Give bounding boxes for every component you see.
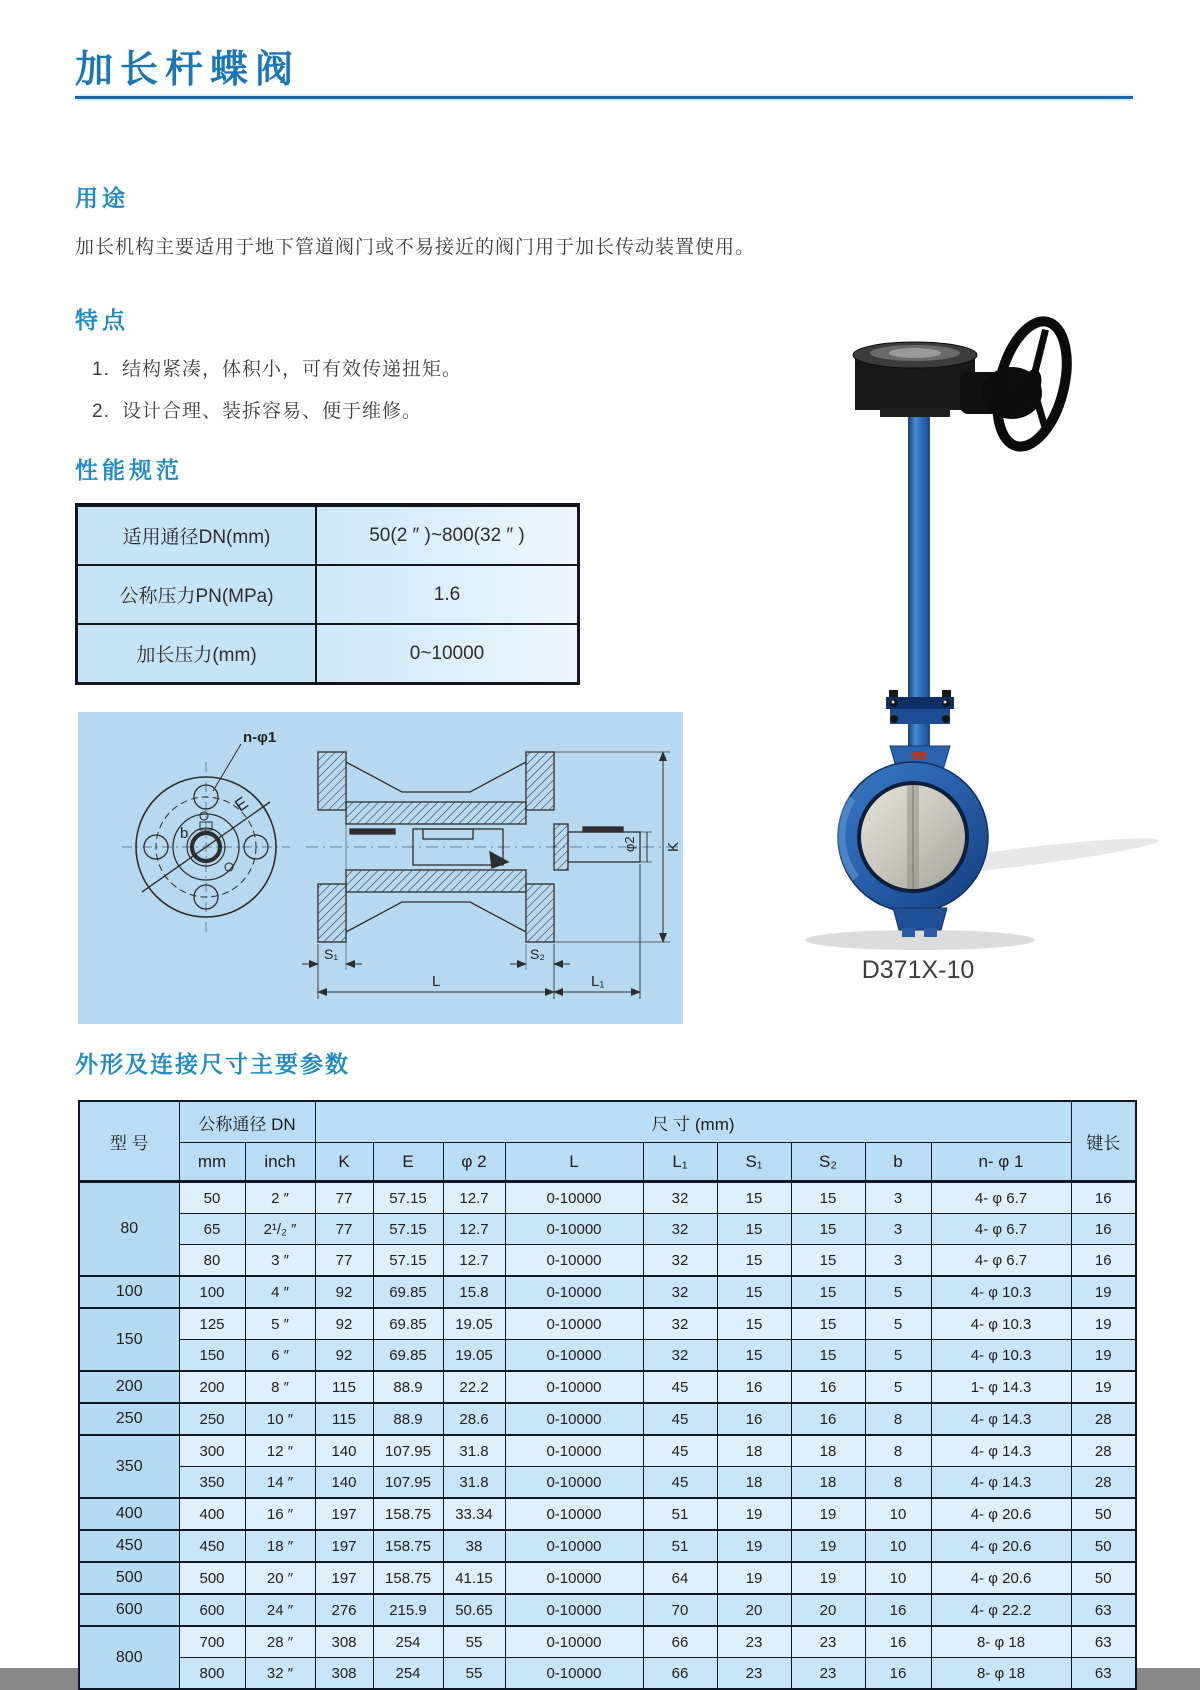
dim-cell: 64 — [643, 1562, 717, 1594]
dim-cell: 15 — [791, 1276, 865, 1308]
dim-cell: 69.85 — [373, 1340, 443, 1372]
dim-cell: 254 — [373, 1626, 443, 1658]
dim-cell: 31.8 — [443, 1467, 505, 1499]
feature-item — [92, 354, 462, 381]
page-title: 加长杆蝶阀 — [75, 49, 301, 91]
col-header-mm: mm — [179, 1143, 245, 1182]
table-row — [79, 1594, 1136, 1626]
section-heading-features: 特点 — [75, 307, 129, 333]
table-row — [79, 1435, 1136, 1467]
dim-cell: 197 — [315, 1562, 373, 1594]
dim-cell: 0-10000 — [505, 1182, 643, 1214]
dim-cell: 16 — [717, 1371, 791, 1403]
technical-drawing-svg — [78, 712, 683, 1024]
dim-cell: 158.75 — [373, 1498, 443, 1530]
model-cell: 400 — [79, 1498, 179, 1530]
dim-cell: 19.05 — [443, 1308, 505, 1340]
dim-cell: 23 — [791, 1658, 865, 1690]
drawing-label-e: E — [231, 793, 252, 816]
dimensions-table — [78, 1100, 1137, 1690]
feature-number: 2. — [92, 401, 110, 422]
model-cell: 100 — [79, 1276, 179, 1308]
dim-cell: 4- φ 6.7 — [931, 1214, 1071, 1245]
dim-cell: 19.05 — [443, 1340, 505, 1372]
dim-cell: 19 — [1071, 1371, 1136, 1403]
dim-cell: 140 — [315, 1467, 373, 1499]
dim-cell: 45 — [643, 1467, 717, 1499]
table-row — [79, 1276, 1136, 1308]
dim-cell: 8- φ 18 — [931, 1658, 1071, 1690]
dim-cell: 0-10000 — [505, 1308, 643, 1340]
product-model-label: D371X-10 — [861, 956, 975, 984]
model-cell: 200 — [79, 1371, 179, 1403]
table-row — [79, 1340, 1136, 1372]
section-heading-specs: 性能规范 — [75, 457, 183, 483]
col-header-b: b — [865, 1143, 931, 1182]
dim-cell: 16 — [865, 1594, 931, 1626]
dim-cell: 70 — [643, 1594, 717, 1626]
dim-cell: 115 — [315, 1371, 373, 1403]
dim-cell: 16 — [1071, 1214, 1136, 1245]
dim-cell: 5 — [865, 1308, 931, 1340]
dim-cell: 1- φ 14.3 — [931, 1371, 1071, 1403]
dim-cell: 15 — [791, 1308, 865, 1340]
dim-cell: 308 — [315, 1658, 373, 1690]
dim-cell: 18 — [717, 1467, 791, 1499]
col-header-s1: S₁ — [717, 1143, 791, 1182]
dim-cell: 3 — [865, 1182, 931, 1214]
dim-cell: 4- φ 10.3 — [931, 1340, 1071, 1372]
dim-cell: 10 — [865, 1562, 931, 1594]
dim-cell: 15 — [717, 1340, 791, 1372]
table-row — [79, 1403, 1136, 1435]
dim-cell: 55 — [443, 1658, 505, 1690]
dim-cell: 32 — [643, 1214, 717, 1245]
table-row — [77, 565, 579, 624]
dim-cell: 19 — [1071, 1308, 1136, 1340]
dim-cell: 5 ″ — [245, 1308, 315, 1340]
dim-cell: 57.15 — [373, 1182, 443, 1214]
col-header-dn: 公称通径 DN — [179, 1101, 315, 1143]
table-header-row — [79, 1143, 1136, 1182]
dim-cell: 5 — [865, 1276, 931, 1308]
dim-cell: 500 — [179, 1562, 245, 1594]
dim-cell: 28 — [1071, 1467, 1136, 1499]
dim-cell: 4- φ 20.6 — [931, 1530, 1071, 1562]
dim-cell: 300 — [179, 1435, 245, 1467]
title-rule — [75, 94, 1133, 101]
drawing-label-l1: L₁ — [591, 973, 605, 990]
dim-cell: 15 — [717, 1308, 791, 1340]
technical-drawing — [78, 712, 683, 1024]
dim-cell: 20 — [717, 1594, 791, 1626]
dim-cell: 0-10000 — [505, 1562, 643, 1594]
dim-cell: 92 — [315, 1308, 373, 1340]
dim-cell: 32 — [643, 1276, 717, 1308]
dim-cell: 45 — [643, 1403, 717, 1435]
dim-cell: 51 — [643, 1498, 717, 1530]
section-heading-purpose: 用途 — [75, 185, 129, 211]
dim-cell: 800 — [179, 1658, 245, 1690]
col-header-keylen: 键长 — [1071, 1101, 1136, 1182]
dim-cell: 0-10000 — [505, 1276, 643, 1308]
dim-cell: 51 — [643, 1530, 717, 1562]
feature-text: 设计合理、装拆容易、便于维修。 — [122, 401, 423, 422]
spec-label: 适用通径DN(mm) — [77, 505, 317, 565]
dim-cell: 23 — [791, 1626, 865, 1658]
dim-cell: 15 — [791, 1214, 865, 1245]
dim-cell: 3 ″ — [245, 1245, 315, 1277]
spec-value: 50(2 ″ )~800(32 ″ ) — [316, 505, 579, 565]
dim-cell: 158.75 — [373, 1562, 443, 1594]
dim-cell: 8 — [865, 1403, 931, 1435]
table-row — [79, 1498, 1136, 1530]
feature-number: 1. — [92, 359, 110, 380]
col-header-l: L — [505, 1143, 643, 1182]
table-row — [79, 1214, 1136, 1245]
handwheel — [985, 314, 1078, 454]
dim-cell: 57.15 — [373, 1214, 443, 1245]
dim-cell: 32 — [643, 1245, 717, 1277]
dim-cell: 50 — [1071, 1498, 1136, 1530]
dim-cell: 38 — [443, 1530, 505, 1562]
dim-cell: 19 — [791, 1498, 865, 1530]
feature-item — [92, 396, 422, 423]
dim-cell: 0-10000 — [505, 1530, 643, 1562]
dim-cell: 41.15 — [443, 1562, 505, 1594]
dim-cell: 19 — [1071, 1340, 1136, 1372]
dim-cell: 18 — [791, 1467, 865, 1499]
dim-cell: 115 — [315, 1403, 373, 1435]
dim-cell: 16 — [791, 1403, 865, 1435]
col-header-l1: L₁ — [643, 1143, 717, 1182]
dim-cell: 19 — [1071, 1276, 1136, 1308]
dim-cell: 15 — [717, 1276, 791, 1308]
dim-cell: 308 — [315, 1626, 373, 1658]
dim-cell: 88.9 — [373, 1371, 443, 1403]
dim-cell: 63 — [1071, 1658, 1136, 1690]
dim-cell: 32 ″ — [245, 1658, 315, 1690]
dim-cell: 0-10000 — [505, 1594, 643, 1626]
dim-cell: 16 — [865, 1658, 931, 1690]
dim-cell: 276 — [315, 1594, 373, 1626]
dim-cell: 19 — [717, 1562, 791, 1594]
dim-cell: 28 — [1071, 1403, 1136, 1435]
dim-cell: 140 — [315, 1435, 373, 1467]
col-header-phi2: φ 2 — [443, 1143, 505, 1182]
dim-cell: 0-10000 — [505, 1371, 643, 1403]
col-header-k: K — [315, 1143, 373, 1182]
dim-cell: 215.9 — [373, 1594, 443, 1626]
dim-cell: 19 — [717, 1498, 791, 1530]
dim-cell: 400 — [179, 1498, 245, 1530]
dim-cell: 4- φ 22.2 — [931, 1594, 1071, 1626]
dim-cell: 45 — [643, 1371, 717, 1403]
dim-cell: 15 — [717, 1182, 791, 1214]
dim-cell: 16 ″ — [245, 1498, 315, 1530]
spec-label: 加长压力(mm) — [77, 624, 317, 684]
dim-cell: 23 — [717, 1626, 791, 1658]
dim-cell: 4 ″ — [245, 1276, 315, 1308]
model-cell: 80 — [79, 1182, 179, 1277]
dim-cell: 158.75 — [373, 1530, 443, 1562]
dim-cell: 700 — [179, 1626, 245, 1658]
model-cell: 150 — [79, 1308, 179, 1371]
model-cell: 350 — [79, 1435, 179, 1498]
col-header-size: 尺 寸 (mm) — [315, 1101, 1071, 1143]
model-cell: 500 — [79, 1562, 179, 1594]
dim-cell: 254 — [373, 1658, 443, 1690]
dim-cell: 18 ″ — [245, 1530, 315, 1562]
feature-text: 结构紧凑，体积小，可有效传递扭矩。 — [122, 359, 463, 380]
dim-cell: 2 ″ — [245, 1182, 315, 1214]
dim-cell: 77 — [315, 1245, 373, 1277]
dim-cell: 33.34 — [443, 1498, 505, 1530]
dim-cell: 15 — [717, 1245, 791, 1277]
table-row — [79, 1467, 1136, 1499]
dim-cell: 4- φ 20.6 — [931, 1498, 1071, 1530]
dim-cell: 50 — [1071, 1562, 1136, 1594]
drawing-label-k: K — [665, 841, 682, 852]
col-header-model: 型 号 — [79, 1101, 179, 1182]
dim-cell: 32 — [643, 1308, 717, 1340]
dim-cell: 16 — [1071, 1245, 1136, 1277]
dim-cell: 65 — [179, 1214, 245, 1245]
dim-cell: 107.95 — [373, 1435, 443, 1467]
dim-cell: 77 — [315, 1214, 373, 1245]
dim-cell: 92 — [315, 1340, 373, 1372]
spec-label: 公称压力PN(MPa) — [77, 565, 317, 624]
dim-cell: 8 — [865, 1435, 931, 1467]
dim-cell: 6 ″ — [245, 1340, 315, 1372]
drawing-label-l: L — [432, 973, 441, 990]
dim-cell: 20 ″ — [245, 1562, 315, 1594]
dim-cell: 4- φ 14.3 — [931, 1435, 1071, 1467]
ground-shadow — [805, 930, 1035, 950]
dim-cell: 24 ″ — [245, 1594, 315, 1626]
dim-cell: 57.15 — [373, 1245, 443, 1277]
dim-cell: 3 — [865, 1214, 931, 1245]
dim-cell: 16 — [791, 1371, 865, 1403]
dim-cell: 19 — [791, 1562, 865, 1594]
dim-cell: 3 — [865, 1245, 931, 1277]
col-header-nphi1: n- φ 1 — [931, 1143, 1071, 1182]
spec-value: 0~10000 — [316, 624, 579, 684]
dim-cell: 8- φ 18 — [931, 1626, 1071, 1658]
dim-cell: 0-10000 — [505, 1435, 643, 1467]
dim-cell: 0-10000 — [505, 1245, 643, 1277]
drawing-label-n-phi1: n-φ1 — [243, 729, 277, 746]
dim-cell: 15 — [717, 1214, 791, 1245]
table-row — [79, 1626, 1136, 1658]
section-heading-dimensions: 外形及连接尺寸主要参数 — [75, 1051, 350, 1077]
model-cell: 600 — [79, 1594, 179, 1626]
col-header-inch: inch — [245, 1143, 315, 1182]
table-row — [79, 1245, 1136, 1277]
dim-cell: 8 — [865, 1467, 931, 1499]
dim-cell: 350 — [179, 1467, 245, 1499]
dim-cell: 31.8 — [443, 1435, 505, 1467]
model-cell: 800 — [79, 1626, 179, 1689]
dim-cell: 150 — [179, 1340, 245, 1372]
dim-cell: 63 — [1071, 1626, 1136, 1658]
table-row — [79, 1530, 1136, 1562]
nameplate — [912, 752, 926, 759]
dim-cell: 0-10000 — [505, 1467, 643, 1499]
dim-cell: 4- φ 10.3 — [931, 1276, 1071, 1308]
dim-cell: 12 ″ — [245, 1435, 315, 1467]
dim-cell: 16 — [717, 1403, 791, 1435]
dim-cell: 600 — [179, 1594, 245, 1626]
dim-cell: 4- φ 10.3 — [931, 1308, 1071, 1340]
drawing-label-b: b — [180, 825, 189, 842]
product-photo — [760, 300, 1140, 990]
model-cell: 450 — [79, 1530, 179, 1562]
dim-cell: 4- φ 14.3 — [931, 1467, 1071, 1499]
dim-cell: 100 — [179, 1276, 245, 1308]
col-header-e: E — [373, 1143, 443, 1182]
dim-cell: 0-10000 — [505, 1403, 643, 1435]
spec-table — [75, 503, 580, 685]
dim-cell: 250 — [179, 1403, 245, 1435]
table-row — [77, 505, 579, 565]
dim-cell: 5 — [865, 1340, 931, 1372]
dim-cell: 69.85 — [373, 1308, 443, 1340]
drawing-label-s2: S₂ — [530, 946, 545, 962]
model-cell: 250 — [79, 1403, 179, 1435]
table-row — [79, 1308, 1136, 1340]
stem-lower — [908, 724, 930, 748]
dim-cell: 50 — [179, 1182, 245, 1214]
col-header-s2: S₂ — [791, 1143, 865, 1182]
dim-cell: 4- φ 14.3 — [931, 1403, 1071, 1435]
dim-cell: 55 — [443, 1626, 505, 1658]
dim-cell: 18 — [791, 1435, 865, 1467]
dim-cell: 4- φ 6.7 — [931, 1245, 1071, 1277]
dim-cell: 0-10000 — [505, 1340, 643, 1372]
dim-cell: 22.2 — [443, 1371, 505, 1403]
product-photo-svg — [760, 300, 1140, 990]
dim-cell: 200 — [179, 1371, 245, 1403]
dim-cell: 5 — [865, 1371, 931, 1403]
dim-cell: 19 — [791, 1530, 865, 1562]
dim-cell: 4- φ 20.6 — [931, 1562, 1071, 1594]
dim-cell: 12.7 — [443, 1182, 505, 1214]
dim-cell: 28 ″ — [245, 1626, 315, 1658]
table-row — [79, 1371, 1136, 1403]
table-row — [79, 1658, 1136, 1690]
purpose-text: 加长机构主要适用于地下管道阀门或不易接近的阀门用于加长传动装置使用。 — [75, 237, 756, 258]
dim-cell: 0-10000 — [505, 1626, 643, 1658]
dim-cell: 4- φ 6.7 — [931, 1182, 1071, 1214]
dim-cell: 12.7 — [443, 1214, 505, 1245]
dim-cell: 14 ″ — [245, 1467, 315, 1499]
valve-body — [838, 762, 988, 912]
dim-cell: 12.7 — [443, 1245, 505, 1277]
dim-cell: 69.85 — [373, 1276, 443, 1308]
dim-cell: 92 — [315, 1276, 373, 1308]
dim-cell: 28.6 — [443, 1403, 505, 1435]
extension-stem — [908, 400, 930, 720]
dim-cell: 23 — [717, 1658, 791, 1690]
dim-cell: 18 — [717, 1435, 791, 1467]
drawing-label-phi2: φ2 — [622, 836, 637, 852]
dim-cell: 20 — [791, 1594, 865, 1626]
dim-cell: 19 — [717, 1530, 791, 1562]
dim-cell: 0-10000 — [505, 1498, 643, 1530]
dim-cell: 28 — [1071, 1435, 1136, 1467]
dim-cell: 45 — [643, 1435, 717, 1467]
table-row — [77, 624, 579, 684]
dim-cell: 0-10000 — [505, 1214, 643, 1245]
dim-cell: 0-10000 — [505, 1658, 643, 1690]
table-header-row — [79, 1101, 1136, 1143]
dim-cell: 15 — [791, 1182, 865, 1214]
dim-cell: 8 ″ — [245, 1371, 315, 1403]
dim-cell: 107.95 — [373, 1467, 443, 1499]
spec-value: 1.6 — [316, 565, 579, 624]
dim-cell: 15 — [791, 1340, 865, 1372]
dim-cell: 77 — [315, 1182, 373, 1214]
dim-cell: 66 — [643, 1626, 717, 1658]
dim-cell: 16 — [865, 1626, 931, 1658]
dim-cell: 16 — [1071, 1182, 1136, 1214]
dim-cell: 10 — [865, 1498, 931, 1530]
dim-cell: 32 — [643, 1340, 717, 1372]
dim-cell: 450 — [179, 1530, 245, 1562]
dim-cell: 15.8 — [443, 1276, 505, 1308]
table-row — [79, 1182, 1136, 1214]
dim-cell: 10 — [865, 1530, 931, 1562]
dim-cell: 63 — [1071, 1594, 1136, 1626]
dim-cell: 10 ″ — [245, 1403, 315, 1435]
dim-cell: 2¹/₂ ″ — [245, 1214, 315, 1245]
dim-cell: 125 — [179, 1308, 245, 1340]
table-row — [79, 1562, 1136, 1594]
dim-cell: 66 — [643, 1658, 717, 1690]
dim-cell: 197 — [315, 1498, 373, 1530]
dim-cell: 88.9 — [373, 1403, 443, 1435]
dim-cell: 50.65 — [443, 1594, 505, 1626]
drawing-label-s1: S₁ — [324, 946, 339, 962]
dim-cell: 32 — [643, 1182, 717, 1214]
dim-cell: 50 — [1071, 1530, 1136, 1562]
dim-cell: 197 — [315, 1530, 373, 1562]
dim-cell: 80 — [179, 1245, 245, 1277]
dim-cell: 15 — [791, 1245, 865, 1277]
